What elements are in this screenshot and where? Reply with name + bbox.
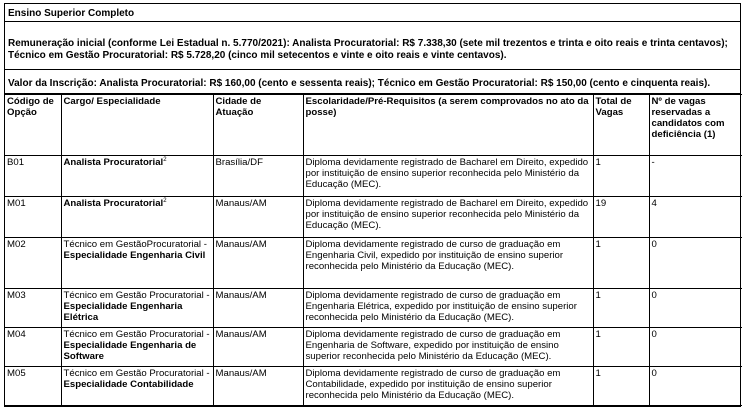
cell-pcd: 0 [649, 289, 742, 328]
cargo-prefix: Técnico em GestãoProcuratorial - [63, 239, 207, 250]
header-city: Cidade de Atuação [213, 95, 303, 156]
cell-pcd: - [649, 156, 742, 197]
cell-city: Manaus/AM [213, 238, 303, 289]
cell-city: Manaus/AM [213, 367, 303, 406]
cell-code: M01 [5, 197, 61, 238]
cell-code: B01 [5, 156, 61, 197]
cell-cargo [61, 289, 213, 328]
cell-total: 1 [593, 238, 649, 289]
cell-total: 1 [593, 156, 649, 197]
fee-block: Valor da Inscrição: Analista Procuratorial: R$ 160,00 (cento e sessenta reais); Técnico em Gestão Procuratorial: R$ 150,00 (cento e cinquenta reais). [5, 70, 740, 94]
cell-education: Diploma devidamente registrado de curso de graduação em Engenharia Elétrica, expedido por instituição de ensino superior reconhecida pelo Ministério da Educação (MEC). [303, 289, 593, 328]
cell-code: M04 [5, 328, 61, 367]
cell-education: Diploma devidamente registrado de curso de graduação em Engenharia de Software, expedido por instituição de ensino superior reconhecida pelo Ministério da Educação (MEC). [303, 328, 593, 367]
cell-cargo [61, 197, 213, 238]
cargo-bold: Especialidade Engenharia Elétrica [63, 301, 183, 323]
cell-total: 1 [593, 328, 649, 367]
table-row [5, 367, 742, 406]
cell-cargo [61, 238, 213, 289]
cell-cargo [61, 367, 213, 406]
cell-total: 1 [593, 289, 649, 328]
cell-city: Manaus/AM [213, 197, 303, 238]
cargo-bold: Especialidade Engenharia de Software [63, 340, 197, 362]
table-header-row [5, 95, 742, 156]
cell-education: Diploma devidamente registrado de curso de graduação em Engenharia Civil, expedido por instituição de ensino superior reconhecida pelo Ministério da Educação (MEC). [303, 238, 593, 289]
table-row [5, 289, 742, 328]
cell-code: M03 [5, 289, 61, 328]
remuneration-tecnico: Técnico em Gestão Procuratorial: R$ 5.728,20 (cinco mil setecentos e vinte e oito reais e vinte centavos). [8, 50, 507, 61]
cell-education: Diploma devidamente registrado de curso de graduação em Contabilidade, expedido por instituição de ensino superior reconhecida pelo Ministério da Educação (MEC). [303, 367, 593, 406]
remuneration-analista: Remuneração inicial (conforme Lei Estadual n. 5.770/2021): Analista Procuratorial: R$ 7.338,30 (sete mil trezentos e trinta e oito reais e trinta centavos); [8, 38, 728, 49]
header-code: Código de Opção [5, 95, 61, 156]
header-pcd: Nº de vagas reservadas a candidatos com deficiência (1) [649, 95, 742, 156]
document-sheet [4, 3, 741, 407]
cell-education: Diploma devidamente registrado de Bacharel em Direito, expedido por instituição de ensino superior reconhecida pelo Ministério da Educação (MEC). [303, 156, 593, 197]
cell-city: Brasília/DF [213, 156, 303, 197]
cell-cargo [61, 328, 213, 367]
cargo-bold: Especialidade Contabilidade [63, 379, 194, 390]
remuneration-block [5, 22, 740, 70]
cell-pcd: 0 [649, 238, 742, 289]
cargo-prefix: Técnico em Gestão Procuratorial - [63, 290, 210, 301]
cell-education: Diploma devidamente registrado de Bacharel em Direito, expedido por instituição de ensino superior reconhecida pelo Ministério da Educação (MEC). [303, 197, 593, 238]
cell-pcd: 0 [649, 367, 742, 406]
cargo-bold: Analista Procuratorial [63, 198, 164, 209]
cargo-bold: Analista Procuratorial [63, 157, 164, 168]
cell-pcd: 0 [649, 328, 742, 367]
table-row [5, 328, 742, 367]
header-total: Total de Vagas [593, 95, 649, 156]
cargo-prefix: Técnico em Gestão Procuratorial - [63, 368, 210, 379]
cell-total: 19 [593, 197, 649, 238]
cargo-prefix: Técnico em Gestão Procuratorial - [63, 329, 210, 340]
positions-table [5, 94, 742, 406]
cell-city: Manaus/AM [213, 328, 303, 367]
cell-total: 1 [593, 367, 649, 406]
cell-pcd: 4 [649, 197, 742, 238]
cell-cargo [61, 156, 213, 197]
cargo-bold: Especialidade Engenharia Civil [63, 250, 206, 261]
cell-code: M05 [5, 367, 61, 406]
table-row [5, 197, 742, 238]
section-title: Ensino Superior Completo [5, 4, 740, 22]
header-education: Escolaridade/Pré-Requisitos (a serem comprovados no ato da posse) [303, 95, 593, 156]
footnote-marker: 2 [163, 197, 167, 204]
footnote-marker: 2 [163, 156, 167, 163]
cell-city: Manaus/AM [213, 289, 303, 328]
table-row [5, 238, 742, 289]
header-cargo: Cargo/ Especialidade [61, 95, 213, 156]
table-row [5, 156, 742, 197]
cell-code: M02 [5, 238, 61, 289]
